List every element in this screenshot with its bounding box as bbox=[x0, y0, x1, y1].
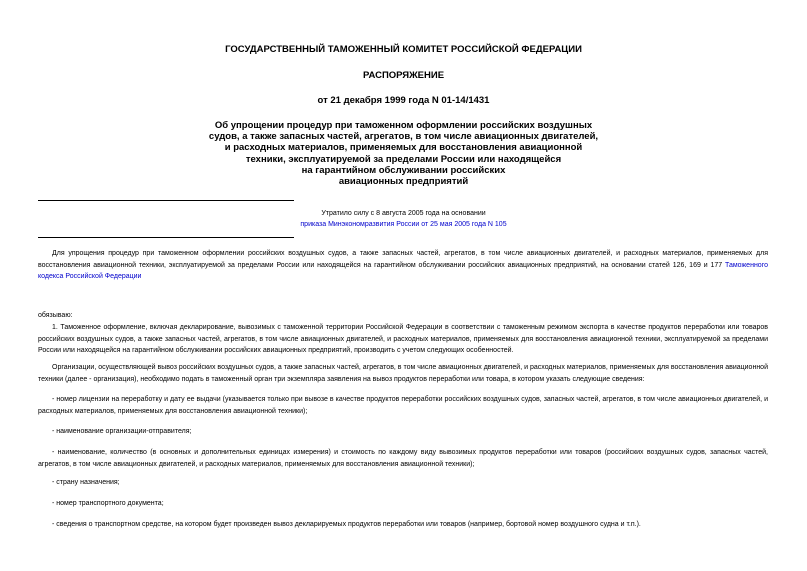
document-title bbox=[0, 120, 807, 187]
title-line: на гарантийном обслуживании российских bbox=[301, 164, 506, 176]
divider-bottom bbox=[38, 237, 294, 238]
list-item: - страну назначения; bbox=[52, 479, 120, 486]
title-line: техники, эксплуатируемой за пределами России или находящейся bbox=[245, 153, 562, 165]
document-type: РАСПОРЯЖЕНИЕ bbox=[362, 70, 445, 81]
obligation-word: обязываю: bbox=[38, 312, 73, 319]
customs-code-link[interactable]: Таможенного кодекса Российской Федерации bbox=[38, 261, 768, 281]
list-item: - наименование организации-отправителя; bbox=[52, 428, 192, 435]
annulment-order-link[interactable]: приказа Минэкономразвития России от 25 мая 2005 года N 105 bbox=[300, 221, 507, 228]
title-line: Об упрощении процедур при таможенном оформлении российских воздушных bbox=[214, 120, 593, 131]
list-item: - номер лицензии на переработку и дату ее выдачи (указывается только при вывозе в качестве продуктов переработки российских воздушных судов, запасных частей, агрегатов, в том числе авиационных двигателей, и расходных материалов, применяемых для восстановления авиационной техники); bbox=[38, 396, 768, 415]
title-line: и расходных материалов, применяемых для восстановления авиационной bbox=[224, 142, 583, 154]
list-item: - номер транспортного документа; bbox=[52, 500, 164, 507]
intro-text: Для упрощения процедур при таможенном оформлении российских воздушных судов, а также запасных частей, агрегатов, в том числе авиационных двигателей, и расходных материалов, применяемых для восстановления авиационной техники, эксплуатируемой за пределами России или находящейся на гарантийном обслуживании российских авиационных предприятий, на основании статей 126, 169 и 177 bbox=[38, 250, 768, 269]
list-item: - сведения о транспортном средстве, на котором будет произведен вывоз декларируемых продуктов переработки или товаров (например, бортовой номер воздушного судна и т.п.). bbox=[52, 521, 641, 528]
list-item: - наименование, количество (в основных и дополнительных единицах измерения) и стоимость по каждому виду вывозимых продуктов переработки или товаров (российских воздушных судов, запасных частей, агрегатов, в том числе авиационных двигателей, и расходных материалов, применяемых для восстановления авиационной техники); bbox=[38, 449, 768, 468]
intro-paragraph bbox=[38, 248, 768, 283]
title-line: судов, а также запасных частей, агрегатов, в том числе авиационных двигателей, bbox=[208, 131, 599, 143]
organizations-paragraph: Организации, осуществляющей вывоз российских воздушных судов, а также запасных частей, агрегатов, в том числе авиационных двигателей, и расходных материалов, применяемых для восстановления авиационной техники (далее - организация), необходимо подать в таможенный орган три экземпляра заявления на вывоз продуктов переработки или товара, в котором указать следующие сведения: bbox=[38, 364, 768, 383]
issuing-organization: ГОСУДАРСТВЕННЫЙ ТАМОЖЕННЫЙ КОМИТЕТ РОССИЙСКОЙ ФЕДЕРАЦИИ bbox=[225, 44, 582, 55]
item-1-paragraph: 1. Таможенное оформление, включая декларирование, вывозимых с таможенной территории Российской Федерации в соответствии с таможенным режимом экспорта в качестве продуктов переработки или товаров российских воздушных судов, а также запасных частей, агрегатов, в том числе авиационных двигателей, и расходных материалов, применяемых для восстановления авиационной техники, эксплуатируемой за пределами России или находящейся на гарантийном обслуживании российских авиационных предприятий, производить с учетом следующих особенностей. bbox=[38, 324, 768, 355]
annulment-link-line bbox=[0, 220, 807, 231]
title-line: авиационных предприятий bbox=[338, 176, 469, 188]
annulment-note: Утратило силу с 8 августа 2005 года на основании bbox=[321, 210, 486, 217]
divider-top bbox=[38, 200, 294, 201]
document-date-number: от 21 декабря 1999 года N 01-14/1431 bbox=[317, 95, 490, 106]
